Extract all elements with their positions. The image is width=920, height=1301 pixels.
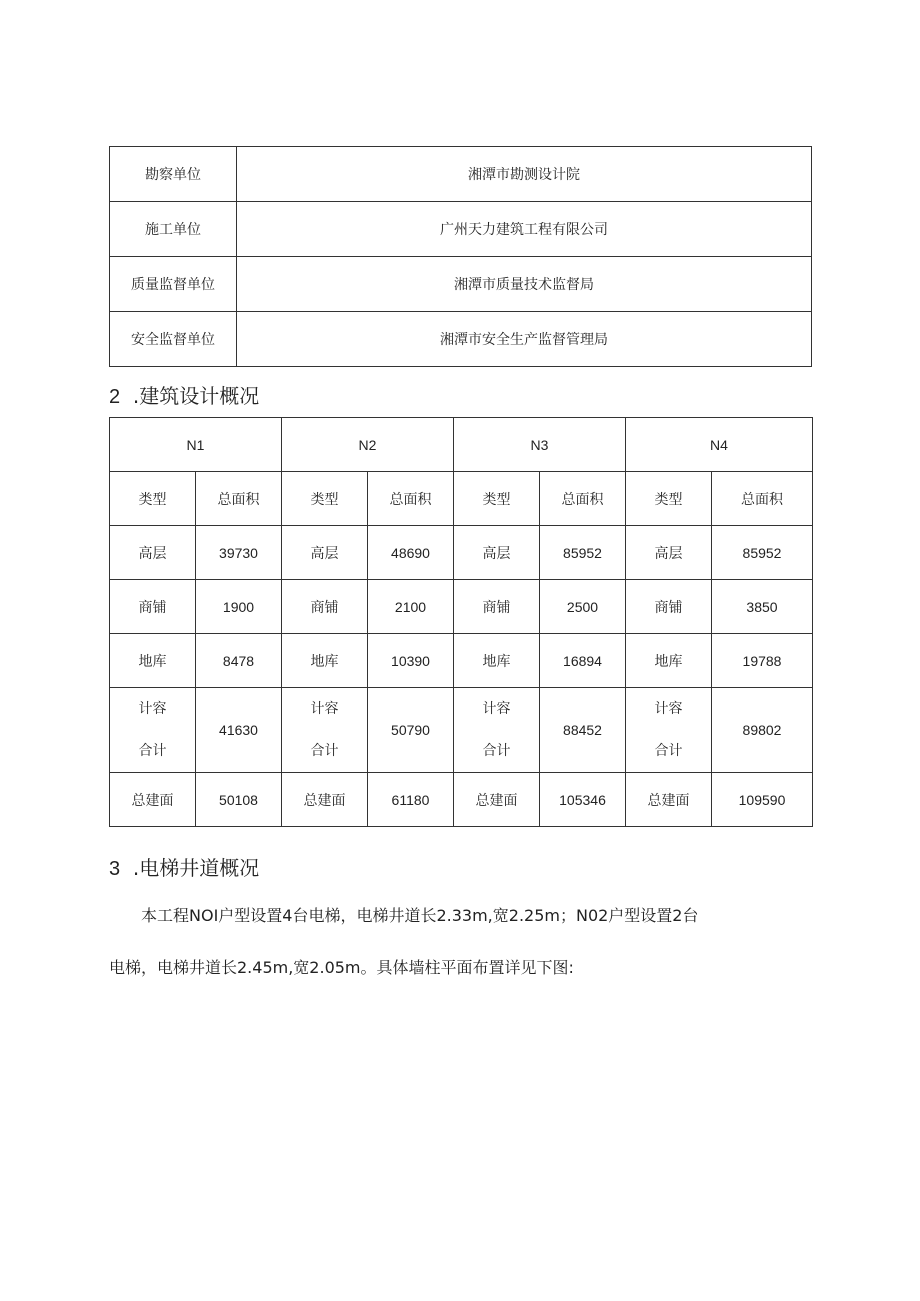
row-label: 高层 xyxy=(110,526,196,580)
area-value: 39730 xyxy=(196,526,282,580)
area-value: 2500 xyxy=(540,580,626,634)
unit-value: 湘潭市质量技术监督局 xyxy=(237,257,812,312)
row-label-line1: 计容 xyxy=(138,701,167,717)
table-row xyxy=(110,634,813,688)
building-header-row xyxy=(110,418,813,472)
row-label-line2: 合计 xyxy=(310,743,339,759)
building-design-table xyxy=(109,417,813,827)
column-header-type: 类型 xyxy=(110,472,196,526)
area-value: 85952 xyxy=(712,526,813,580)
row-label: 总建面 xyxy=(454,773,540,827)
building-header: N4 xyxy=(626,418,813,472)
row-label: 总建面 xyxy=(110,773,196,827)
area-value: 2100 xyxy=(368,580,454,634)
area-value: 16894 xyxy=(540,634,626,688)
row-label-line2: 合计 xyxy=(138,743,167,759)
table-row xyxy=(110,526,813,580)
row-label xyxy=(110,688,196,773)
area-value: 61180 xyxy=(368,773,454,827)
table-row xyxy=(110,773,813,827)
construction-units-table xyxy=(109,146,812,367)
area-value: 19788 xyxy=(712,634,813,688)
area-value: 1900 xyxy=(196,580,282,634)
area-value: 50790 xyxy=(368,688,454,773)
table-row xyxy=(110,202,812,257)
row-label-line2: 合计 xyxy=(654,743,683,759)
building-header: N2 xyxy=(282,418,454,472)
row-label: 高层 xyxy=(626,526,712,580)
area-value: 88452 xyxy=(540,688,626,773)
section-3-heading xyxy=(109,852,259,881)
unit-label: 施工单位 xyxy=(110,202,237,257)
row-label: 总建面 xyxy=(626,773,712,827)
table-row xyxy=(110,147,812,202)
column-header-row xyxy=(110,472,813,526)
area-value: 3850 xyxy=(712,580,813,634)
area-value: 48690 xyxy=(368,526,454,580)
section-title: .电梯井道概况 xyxy=(132,856,260,880)
area-value: 8478 xyxy=(196,634,282,688)
paragraph-line1: 本工程NOI户型设置4台电梯，电梯井道长2.33m,宽2.25m；N02户型设置2台 xyxy=(141,906,699,925)
area-value: 10390 xyxy=(368,634,454,688)
column-header-type: 类型 xyxy=(454,472,540,526)
unit-label: 质量监督单位 xyxy=(110,257,237,312)
table-row xyxy=(110,688,813,773)
area-value: 89802 xyxy=(712,688,813,773)
row-label: 商铺 xyxy=(454,580,540,634)
column-header-area: 总面积 xyxy=(368,472,454,526)
row-label: 商铺 xyxy=(626,580,712,634)
section-title: .建筑设计概况 xyxy=(132,384,260,408)
row-label: 高层 xyxy=(282,526,368,580)
column-header-area: 总面积 xyxy=(196,472,282,526)
area-value: 105346 xyxy=(540,773,626,827)
row-label: 地库 xyxy=(110,634,196,688)
row-label: 商铺 xyxy=(282,580,368,634)
elevator-paragraph xyxy=(109,890,819,994)
column-header-area: 总面积 xyxy=(712,472,813,526)
row-label xyxy=(454,688,540,773)
paragraph-line2: 电梯，电梯井道长2.45m,宽2.05m。具体墙柱平面布置详见下图: xyxy=(109,958,574,977)
building-header: N1 xyxy=(110,418,282,472)
unit-label: 安全监督单位 xyxy=(110,312,237,367)
row-label-line2: 合计 xyxy=(482,743,511,759)
row-label xyxy=(626,688,712,773)
area-value: 50108 xyxy=(196,773,282,827)
area-value: 41630 xyxy=(196,688,282,773)
unit-value: 广州天力建筑工程有限公司 xyxy=(237,202,812,257)
row-label-line1: 计容 xyxy=(654,701,683,717)
unit-label: 勘察单位 xyxy=(110,147,237,202)
area-value: 109590 xyxy=(712,773,813,827)
row-label: 地库 xyxy=(626,634,712,688)
column-header-area: 总面积 xyxy=(540,472,626,526)
row-label: 地库 xyxy=(282,634,368,688)
row-label: 地库 xyxy=(454,634,540,688)
row-label: 总建面 xyxy=(282,773,368,827)
section-2-heading xyxy=(109,380,259,409)
row-label: 商铺 xyxy=(110,580,196,634)
row-label-line1: 计容 xyxy=(482,701,511,717)
table-row xyxy=(110,580,813,634)
unit-value: 湘潭市勘测设计院 xyxy=(237,147,812,202)
section-number: 2 xyxy=(109,386,121,408)
row-label: 高层 xyxy=(454,526,540,580)
building-header: N3 xyxy=(454,418,626,472)
unit-value: 湘潭市安全生产监督管理局 xyxy=(237,312,812,367)
column-header-type: 类型 xyxy=(626,472,712,526)
section-number: 3 xyxy=(109,858,121,880)
table-row xyxy=(110,312,812,367)
row-label xyxy=(282,688,368,773)
table-row xyxy=(110,257,812,312)
column-header-type: 类型 xyxy=(282,472,368,526)
area-value: 85952 xyxy=(540,526,626,580)
row-label-line1: 计容 xyxy=(310,701,339,717)
